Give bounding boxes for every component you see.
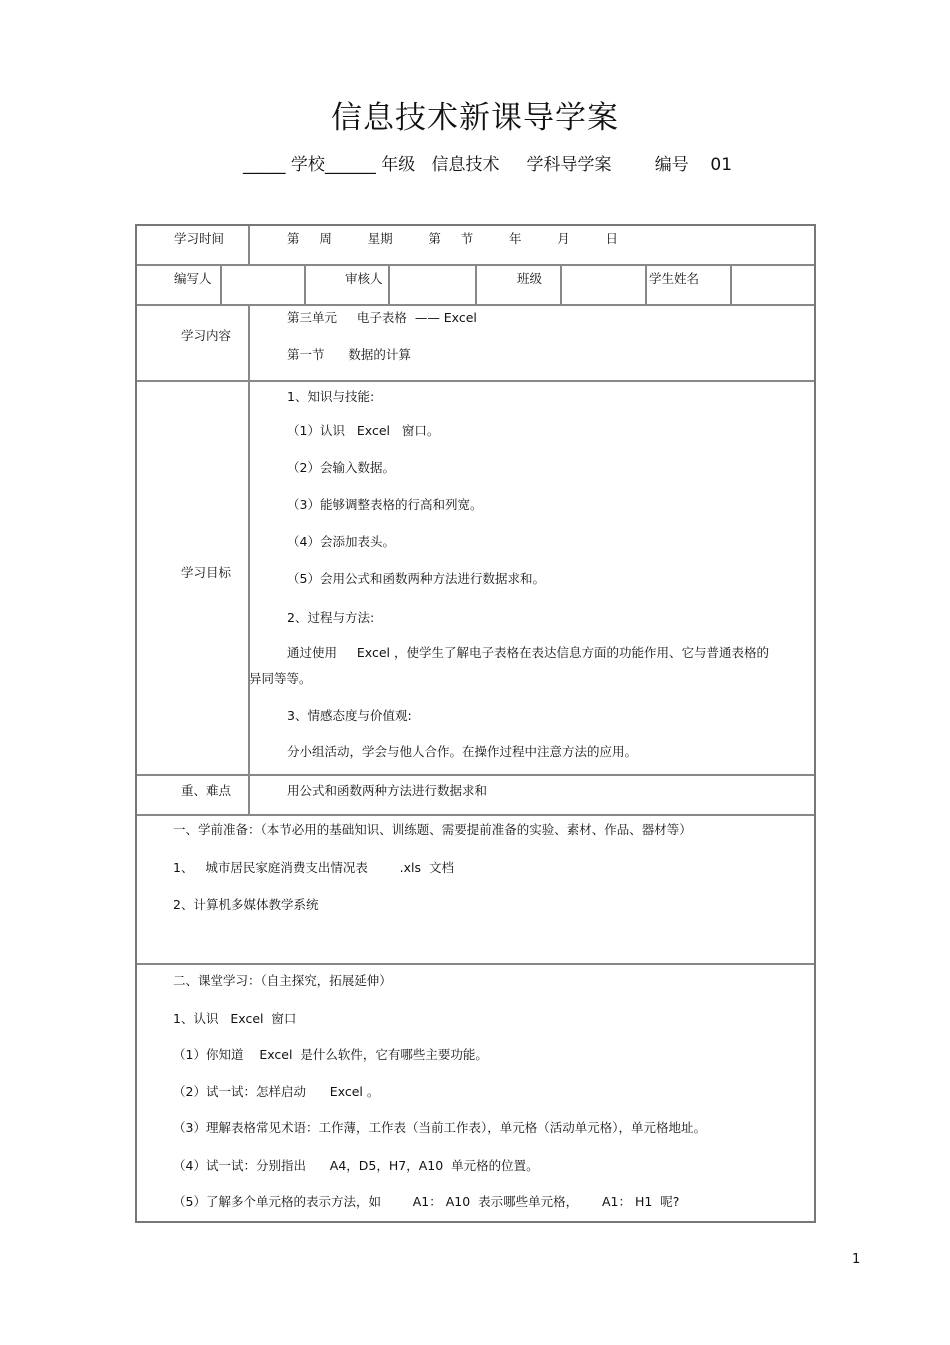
keypoints-label: 重、难点 [181,783,232,798]
study-time-value: 第 周 星期 第 节 年 月 日 [287,231,619,246]
goal-line: （5）会用公式和函数两种方法进行数据求和。 [287,571,545,586]
content-label: 学习内容 [181,328,232,343]
writer-label: 编写人 [174,271,212,286]
student-name-label: 学生姓名 [649,271,700,286]
goal-line: 通过使用 Excel ，使学生了解电子表格在表达信息方面的功能作用、它与普通表格的 [287,645,769,660]
column-divider [248,226,250,264]
goals-label: 学习目标 [181,565,232,580]
content-line-1: 第三单元 电子表格 —— Excel [287,310,477,325]
study-line: 1、认识 Excel 窗口 [173,1011,297,1026]
column-divider [248,304,250,814]
goal-line: （4）会添加表头。 [287,534,395,549]
goal-line: 1、知识与技能: [287,389,375,404]
document-title: 信息技术新课导学案 [331,100,619,136]
goal-line: （3）能够调整表格的行高和列宽。 [287,497,483,512]
row-divider [137,304,814,306]
prep-line: 1、 城市居民家庭消费支出情况表 .xls 文档 [173,860,454,875]
document-subtitle: _____ 学校______ 年级 信息技术 学科导学案 编号 01 [243,155,733,175]
class-label: 班级 [517,271,543,286]
cell-divider [388,266,390,304]
goal-line: 2、过程与方法: [287,610,375,625]
goal-line: （2）会输入数据。 [287,460,395,475]
page-number: 1 [852,1252,861,1267]
study-line: （5）了解多个单元格的表示方法，如 A1： A10 表示哪些单元格， A1： H1 呢? [173,1194,680,1209]
study-time-label: 学习时间 [174,231,225,246]
cell-divider [560,266,562,304]
content-line-2: 第一节 数据的计算 [287,347,411,362]
row-divider [137,774,814,776]
cell-divider [475,266,477,304]
row-divider [137,814,814,816]
goal-line: 3、情感态度与价值观: [287,708,412,723]
cell-divider [220,266,222,304]
goal-line: 异同等等。 [249,671,312,686]
cell-divider [730,266,732,304]
study-line: （2）试一试：怎样启动 Excel 。 [173,1084,380,1099]
study-line: （4）试一试：分别指出 A4，D5，H7，A10 单元格的位置。 [173,1158,539,1173]
keypoints-value: 用公式和函数两种方法进行数据求和 [287,783,488,798]
lesson-plan-table [135,224,816,1223]
cell-divider [645,266,647,304]
prep-line: 2、计算机多媒体教学系统 [173,897,319,912]
study-line: 二、课堂学习：（自主探究，拓展延伸） [173,973,392,988]
goal-line: 分小组活动，学会与他人合作。在操作过程中注意方法的应用。 [287,744,638,759]
prep-line: 一、学前准备：（本节必用的基础知识、训练题、需要提前准备的实验、素材、作品、器材等） [173,822,692,837]
goal-line: （1）认识 Excel 窗口。 [287,423,440,438]
study-line: （3）理解表格常见术语：工作薄，工作表（当前工作表），单元格（活动单元格），单元格地址。 [173,1120,706,1135]
reviewer-label: 审核人 [345,271,383,286]
row-divider [137,963,814,965]
row-divider [137,380,814,382]
study-line: （1）你知道 Excel 是什么软件，它有哪些主要功能。 [173,1047,488,1062]
cell-divider [304,266,306,304]
